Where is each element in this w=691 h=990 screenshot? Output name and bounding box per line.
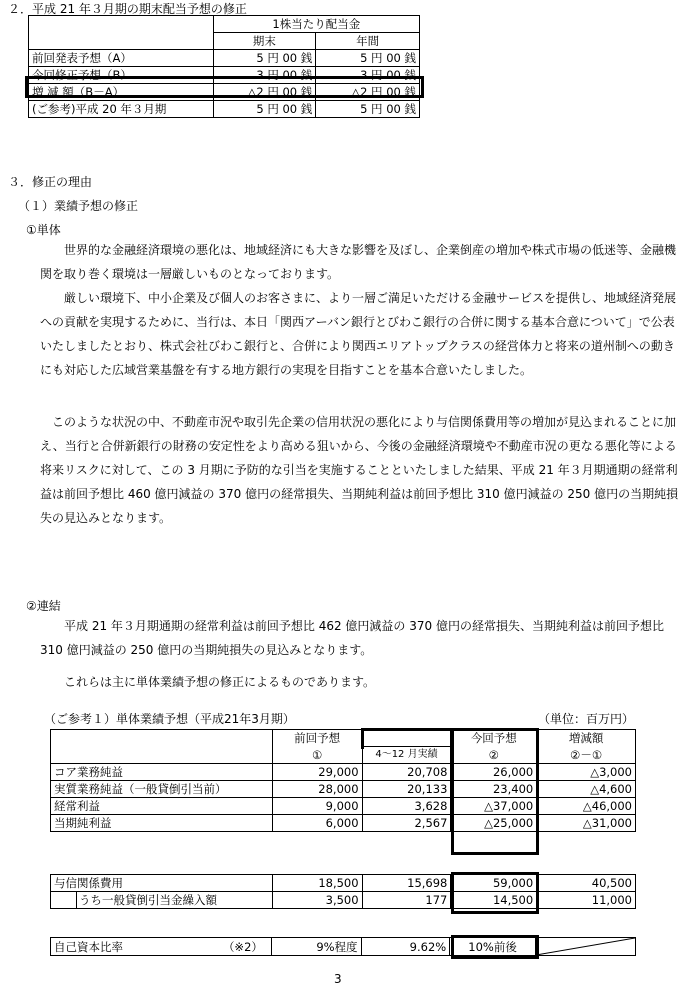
row-label: 当期純利益 (51, 815, 273, 832)
col-current-no: ② (451, 747, 537, 764)
cell-diff: △4,600 (537, 781, 636, 798)
diagonal-slash (536, 938, 635, 955)
cell-current: △37,000 (451, 798, 537, 815)
cell-diff: 11,000 (537, 892, 636, 909)
table-row (51, 815, 636, 832)
row-label: うち一般貸倒引当金繰入額 (51, 892, 273, 909)
table-row (29, 50, 420, 67)
paragraph-5: これらは主に単体業績予想の修正によるものであります。 (64, 675, 376, 689)
col-diff-no: ②－① (537, 747, 636, 764)
consolidated-heading: ②連結 (26, 599, 61, 613)
col-annual: 年間 (316, 33, 420, 50)
cell-actual: 3,628 (362, 798, 451, 815)
cell-prev: 9%程度 (271, 938, 361, 956)
table-row (51, 875, 636, 892)
table-row (51, 938, 636, 956)
cell-actual: 15,698 (362, 875, 451, 892)
row-label: 今回修正予想（B） (29, 67, 214, 84)
col-period-end: 期末 (213, 33, 316, 50)
paragraph-1: 世界的な金融経済環境の悪化は、地域経済にも大きな影響を及ぼし、企業倒産の増加や株式市場の低迷等、金融機関を取り巻く環境は一層厳しいものとなっております。 (40, 243, 677, 281)
diff-na-cell (535, 938, 635, 956)
table-row (29, 101, 420, 118)
ref-caption: （ご参考１）単体業績予想（平成21年3月期） (44, 712, 295, 726)
dividend-group-header: 1株当たり配当金 (213, 16, 419, 33)
section3-heading: ３．修正の理由 (8, 175, 93, 189)
col-prev-no: ① (272, 747, 362, 764)
subsection-heading: （１）業績予想の修正 (18, 199, 139, 213)
cell-annual: 3 円 00 銭 (316, 67, 420, 84)
col-current: 今回予想 (451, 730, 537, 747)
cell-current: 26,000 (451, 764, 537, 781)
cell-prev: 6,000 (272, 815, 362, 832)
standalone-heading: ①単体 (26, 223, 61, 237)
cell-period-end: △2 円 00 銭 (213, 84, 316, 101)
table-row (29, 67, 420, 84)
page-number: 3 (334, 972, 342, 986)
capital-ratio-table (50, 937, 636, 956)
credit-cost-table (50, 874, 636, 909)
cell-current: △25,000 (451, 815, 537, 832)
col-actual: 4～12 月実績 (362, 747, 451, 764)
cell-annual: 5 円 00 銭 (316, 101, 420, 118)
sub-row-divider (76, 891, 77, 908)
cell-current: 14,500 (451, 892, 537, 909)
paragraph-4: 平成 21 年３月期通期の経常利益は前回予想比 462 億円減益の 370 億円の経常損失、当期純利益は前回予想比 310 億円減益の 250 億円の当期純損失の見込みとなります。 (40, 619, 664, 657)
cell-actual: 20,133 (362, 781, 451, 798)
cell-current: 10%前後 (450, 938, 536, 956)
section2-heading: ２．平成 21 年３月期の期末配当予想の修正 (8, 2, 247, 16)
unit-label: （単位：百万円） (538, 712, 635, 726)
row-label: 与信関係費用 (51, 875, 273, 892)
cell-current: 23,400 (451, 781, 537, 798)
cell-actual: 20,708 (362, 764, 451, 781)
cell-diff: △3,000 (537, 764, 636, 781)
table-row (51, 764, 636, 781)
cell-actual: 9.62% (361, 938, 450, 956)
forecast-table (50, 729, 636, 832)
table-row (51, 892, 636, 909)
cell-prev: 9,000 (272, 798, 362, 815)
col-prev: 前回予想 (272, 730, 362, 747)
capital-label: 自己資本比率 (54, 939, 123, 954)
cell-actual: 177 (362, 892, 451, 909)
cell-prev: 28,000 (272, 781, 362, 798)
row-label: 前回発表予想（A） (29, 50, 214, 67)
cell-actual: 2,567 (362, 815, 451, 832)
cell-annual: △2 円 00 銭 (316, 84, 420, 101)
row-label: 経常利益 (51, 798, 273, 815)
row-label: コア業務純益 (51, 764, 273, 781)
cell-current: 59,000 (451, 875, 537, 892)
table-row (51, 781, 636, 798)
table-row (51, 798, 636, 815)
col-diff: 増減額 (537, 730, 636, 747)
row-label: 実質業務純益（一般貸倒引当前） (51, 781, 273, 798)
cell-period-end: 5 円 00 銭 (213, 50, 316, 67)
table-row (29, 84, 420, 101)
paragraph-2: 厳しい環境下、中小企業及び個人のお客さまに、より一層ご満足いただける金融サービスを提供し、地域経済発展への貢献を実現するために、当行は、本日「関西アーバン銀行とびわこ銀行の合併に関する基本合意について」で公表いたしましたとおり、株式会社びわこ銀行と、合併により関西エリアトップクラスの経営体力と将来の道州制への動きにも対応した広域営業基盤を有する地方銀行の実現を目指すことを基本合意いたしました。 (40, 291, 677, 377)
cell-prev: 18,500 (272, 875, 362, 892)
cell-period-end: 3 円 00 銭 (213, 67, 316, 84)
cell-prev: 3,500 (272, 892, 362, 909)
dividend-table (28, 15, 420, 118)
cell-diff: △31,000 (537, 815, 636, 832)
cell-period-end: 5 円 00 銭 (213, 101, 316, 118)
cell-diff: 40,500 (537, 875, 636, 892)
row-label: 増 減 額（B－A） (29, 84, 214, 101)
cell-diff: △46,000 (537, 798, 636, 815)
capital-note: （※2） (222, 939, 263, 954)
paragraph-3: このような状況の中、不動産市況や取引先企業の信用状況の悪化により与信関係費用等の増加が見込まれることに加え、当行と合併新銀行の財務の安定性をより高める狙いから、今後の金融経済環境や不動産市況の更なる悪化等による将来リスクに対して、この 3 月期に予防的な引当を実施することといたしました結果、平成 21 年３月期通期の経常利益は前回予想比 460 億円減益の 370 億円の経常損失、当期純利益は前回予想比 310 億円減益の 250 億円の当期純損失の見込みとなります。 (40, 415, 679, 525)
cell-prev: 29,000 (272, 764, 362, 781)
cell-annual: 5 円 00 銭 (316, 50, 420, 67)
row-label: (ご参考)平成 20 年３月期 (29, 101, 214, 118)
